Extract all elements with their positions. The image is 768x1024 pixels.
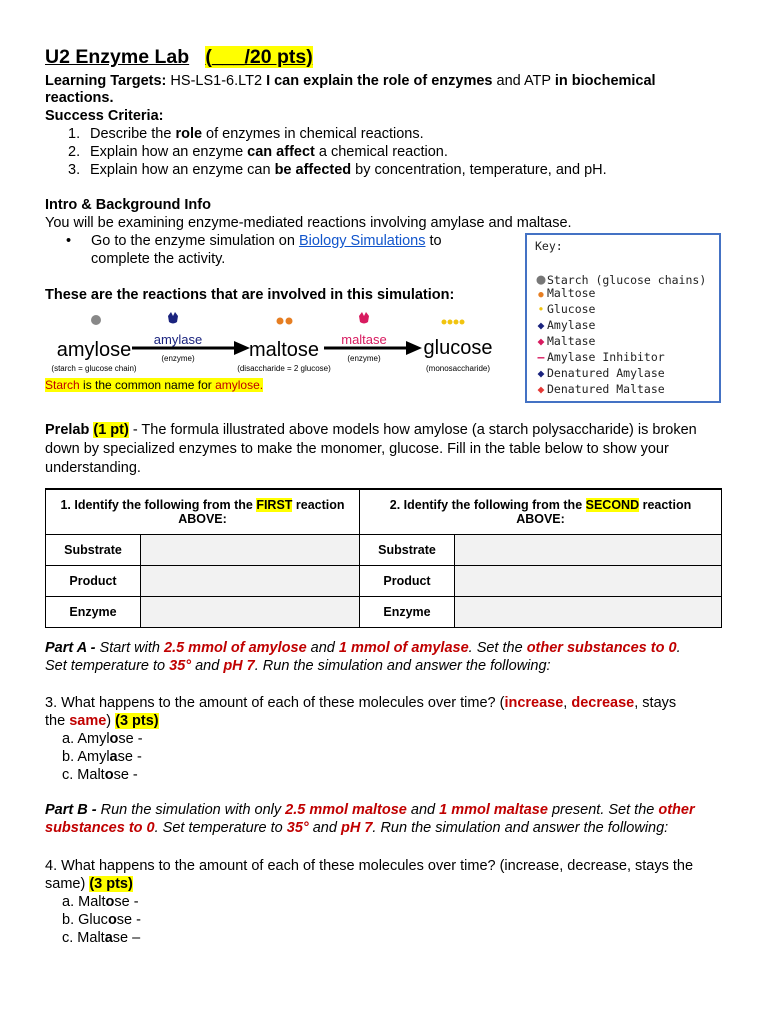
answer-cell-second-enzyme[interactable] [455,597,722,628]
answer-cell-first-substrate[interactable] [141,535,360,566]
q3-line2 [45,712,159,730]
starch-icon [91,315,101,325]
item-text: b. Gluc [62,912,108,928]
row-label-product: Product [46,566,141,597]
note-mid: is the common name for [79,378,216,392]
criteria-text: a chemical reaction. [314,144,448,160]
partB-text: . Run the simulation and answer the following: [372,820,669,836]
partA-red: 35° [169,658,192,674]
answer-cell-first-enzyme[interactable] [141,597,360,628]
hdr-second: SECOND [585,498,640,512]
q3-line1 [45,694,676,712]
glucose-word: glucose [423,337,493,359]
criteria-num: 2. [68,144,81,160]
partA-red: 2.5 mmol of amylose [164,640,307,656]
partA-line2 [45,657,551,675]
key-item-label: Maltase [547,334,596,348]
criteria-list [68,125,607,179]
maltose-icon [277,318,284,325]
partB-red: pH 7 [340,820,373,836]
item-bold: o [104,767,114,783]
learning-mid: and ATP [496,73,551,89]
pts-close: /20 pts) [244,46,313,68]
criteria-num: 1. [68,126,81,142]
item-text: c. Malt [62,767,105,783]
hdr-text: ABOVE: [178,512,227,526]
maltose-sub: (disaccharide = 2 glucose) [237,364,331,373]
partB-red: other [658,802,695,818]
hdr-text: 2. Identify the following from the [389,498,586,512]
partA-text: . Set the [468,640,527,656]
key-item [535,350,665,364]
table-row [46,597,722,628]
maltose-word: maltose [248,339,320,361]
key-item-label: Starch (glucose chains) [547,273,707,287]
q4-line2 [45,875,133,893]
criteria-bold: role [175,126,203,142]
glucose-icon [460,320,465,325]
hdr-text: reaction [292,498,345,512]
hdr-first: FIRST [256,498,293,512]
note-starch: Starch [45,378,80,392]
learning-code: HS-LS1-6.LT2 [170,73,263,89]
partA-line1 [45,639,681,657]
row-label-product: Product [360,566,455,597]
partA-red: 1 mmol of amylase [338,640,469,656]
partA-text: Set temperature to [45,658,170,674]
identify-table [45,488,722,628]
table-header-first [46,489,360,535]
amylase-sub: (enzyme) [161,354,195,363]
partA-text: Start with [95,640,164,656]
glucose-icon [448,320,453,325]
q3-same: same [69,713,107,729]
key-item-label: Glucose [547,302,596,316]
partB-red: 2.5 mmol maltose [285,802,407,818]
partB-text: Run the simulation with only [96,802,286,818]
key-item-label: Amylase [547,318,596,332]
key-item-label: Denatured Maltase [547,382,665,396]
partB-red: 1 mmol maltase [439,802,548,818]
criteria-text: Explain how an enzyme [90,144,248,160]
starch-icon: ● [536,270,546,288]
hdr-text: reaction [639,498,692,512]
maltose-icon: ● [538,290,544,300]
criteria-num: 3. [68,162,81,178]
key-box [525,233,721,403]
key-item [535,302,595,316]
q3-text: , stays [634,695,677,711]
amylase-icon: ◆ [537,318,545,332]
q3-increase: increase [504,695,564,711]
item-bold: a [109,749,118,765]
partA-label: Part A - [45,640,96,656]
prelab-pts: (1 pt) [93,422,129,438]
q3-text: the [45,713,70,729]
pts-open: ( [205,46,212,68]
amylose-word: amylose [56,339,132,361]
prelab-line3: understanding. [45,460,141,476]
criteria-text: Explain how an enzyme can [90,162,275,178]
denatured-amylase-icon: ◆ [537,366,545,380]
reaction-diagram [44,308,504,380]
criteria-text: Describe the [90,126,176,142]
list-item [62,766,143,784]
answer-cell-first-product[interactable] [141,566,360,597]
q3-text: 3. What happens to the amount of each of these molecules over time? ( [45,695,505,711]
list-item [62,730,143,748]
partB-text: and [308,820,341,836]
partA-text: . Run the simulation and answer the following: [254,658,551,674]
criteria-item [68,143,607,161]
learning-bold2: in biochemical [554,73,656,89]
table-row [46,535,722,566]
amylase-icon [168,312,178,324]
table-row [46,566,722,597]
prelab-label: Prelab [45,422,90,438]
maltase-icon [359,312,369,324]
item-bold: o [105,894,115,910]
item-bold: a [104,930,113,946]
item-text: se - [117,749,142,765]
list-item [62,929,141,947]
q3-pts: (3 pts) [115,713,159,729]
q4-line1: 4. What happens to the amount of each of these molecules over time? (increase, decrease, stays the [45,858,694,874]
key-label: Key: [535,239,563,253]
q4-pts: (3 pts) [89,876,133,892]
partB-text: present. Set the [547,802,659,818]
pts-blank: ___ [211,46,245,68]
key-item [535,366,665,380]
key-item [535,382,665,396]
starch-note-hl [45,378,263,392]
partA-text: . [676,640,681,656]
key-item [535,286,595,300]
glucose-icon [454,320,459,325]
partB-text: . Set temperature to [154,820,287,836]
maltase-sub: (enzyme) [347,354,381,363]
amylose-sub: (starch = glucose chain) [51,364,137,373]
item-bold: o [109,731,119,747]
points-badge [205,46,312,68]
glucose-icon: • [537,302,545,316]
maltase-word: maltase [341,332,387,347]
reactions-heading: These are the reactions that are involved in this simulation: [45,287,455,303]
q4-list [62,893,141,947]
intro-text: You will be examining enzyme-mediated reactions involving amylase and maltase. [45,215,572,231]
learning-bold1: I can explain the role of enzymes [266,73,493,89]
partA-red: pH 7 [223,658,255,674]
row-label-enzyme: Enzyme [46,597,141,628]
prelab-text: - The formula illustrated above models how amylose (a starch polysaccharide) is broken [128,422,697,438]
criteria-label: Success Criteria: [45,108,164,124]
q3-text: ) [106,713,116,729]
answer-cell-second-substrate[interactable] [455,535,722,566]
table-header-second [360,489,722,535]
hdr-text: 1. Identify the following from the [60,498,257,512]
prelab-line2: down by specialized enzymes to make the monomer, glucose. Fill in the table below to show your [45,441,669,457]
bullet-part: Go to the enzyme simulation on [91,233,299,249]
bullet-line2: complete the activity. [91,251,226,267]
item-text: a. Amyl [62,731,110,747]
answer-cell-second-product[interactable] [455,566,722,597]
criteria-text: of enzymes in chemical reactions. [202,126,424,142]
item-text: se - [118,731,143,747]
biology-simulations-link[interactable]: Biology Simulations [298,233,426,249]
q3-decrease: decrease [571,695,635,711]
partA-text: and [191,658,224,674]
item-text: c. Malt [62,930,105,946]
bullet-dot: • [66,233,72,249]
key-item-label: Amylase Inhibitor [547,350,665,364]
key-item-label: Maltose [547,286,596,300]
item-text: se - [114,894,139,910]
amylase-word: amylase [153,332,203,347]
title-text: U2 Enzyme Lab [45,46,190,68]
denatured-maltase-icon: ◆ [537,382,545,396]
item-text: a. Malt [62,894,106,910]
row-label-substrate: Substrate [360,535,455,566]
partB-line2 [45,819,668,837]
arrow-1-head [234,341,250,355]
partB-text: and [406,802,440,818]
list-item [62,893,141,911]
prelab-line1 [45,421,697,439]
partB-red: substances to 0 [45,820,155,836]
criteria-text: by concentration, temperature, and pH. [351,162,607,178]
criteria-bold: can affect [247,144,315,160]
row-label-substrate: Substrate [46,535,141,566]
partB-red: 35° [286,820,309,836]
glucose-sub: (monosaccharide) [425,364,491,373]
page-title [45,46,313,69]
learning-label: Learning Targets: [45,73,167,89]
q4-text: same) [45,876,90,892]
key-item [535,318,595,332]
partB-line1 [45,801,695,819]
list-item [62,911,141,929]
glucose-icon [442,320,447,325]
partA-text: and [306,640,339,656]
item-bold: o [107,912,117,928]
bullet-text [91,232,442,250]
q3-text: , [563,695,572,711]
item-text: se - [116,912,141,928]
bullet-part: to [425,233,442,249]
criteria-item [68,125,607,143]
learning-targets [45,72,656,90]
item-text: se – [112,930,141,946]
arrow-2-head [406,341,422,355]
intro-heading: Intro & Background Info [45,197,211,213]
maltose-icon [286,318,293,325]
starch-note [45,378,263,392]
criteria-bold: be affected [274,162,352,178]
hdr-text: ABOVE: [516,512,565,526]
criteria-item [68,161,607,179]
q3-list [62,730,143,784]
row-label-enzyme: Enzyme [360,597,455,628]
item-text: se - [113,767,138,783]
key-item [535,334,595,348]
maltase-icon: ◆ [537,334,545,348]
partB-label: Part B - [45,802,97,818]
key-item-label: Denatured Amylase [547,366,665,380]
item-text: b. Amyl [62,749,110,765]
table-header-row [46,489,722,535]
list-item [62,748,143,766]
inhibitor-icon: – [537,350,545,364]
note-amylose: amylose. [215,378,264,392]
learning-line2: reactions. [45,90,114,106]
partA-red: other substances to 0 [526,640,677,656]
